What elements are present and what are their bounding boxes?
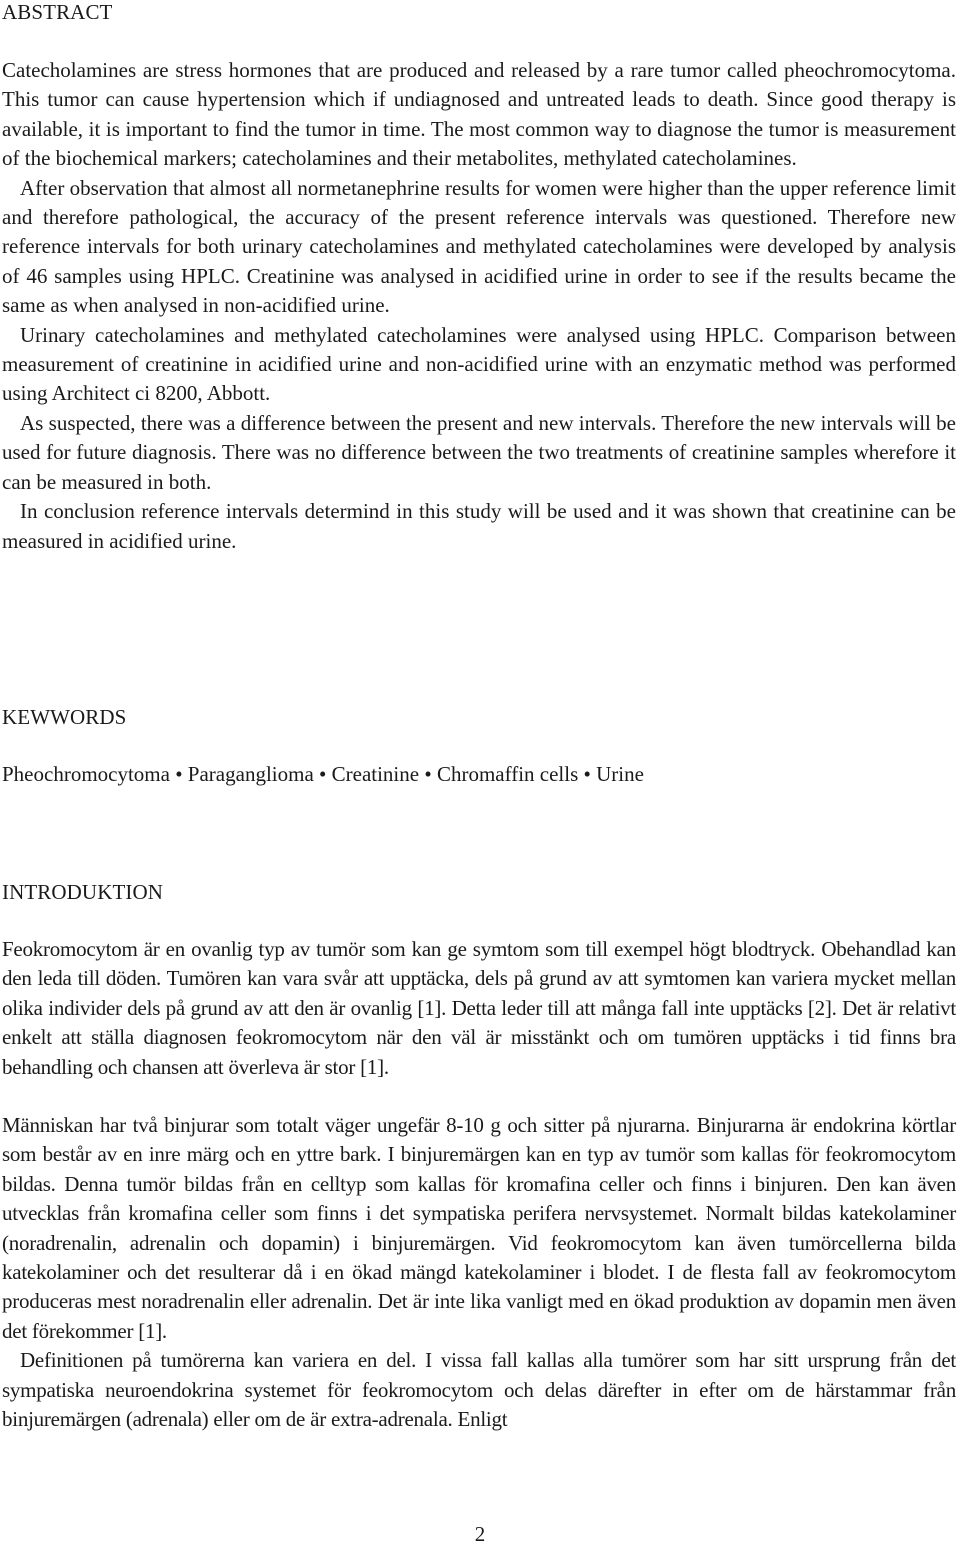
abstract-section — [2, 56, 956, 556]
introduction-heading: INTRODUKTION — [2, 880, 164, 904]
introduction-paragraph: Människan har två binjurar som totalt väger ungefär 8-10 g och sitter på njurarna. Binjurarna är endokrina körtlar som består av en inre märg och en yttre bark. I binjuremärgen kan en typ av tumör som kallas för feokromocytom bildas. Denna tumör bildas från en celltyp som kallas för kromafina celler och finns i binjuren. Den kan även utvecklas från kromafina celler som finns i det sympatiska perifera nervsystemet. Normalt bildas katekolaminer (noradrenalin, adrenalin och dopamin) i binjuremärgen. Vid feokromocytom kan även tumörcellerna bilda katekolaminer och det resulterar då i en ökad mängd katekolaminer i blodet. I de flesta fall av feokromocytom produceras mest noradrenalin eller adrenalin. Det är inte lika vanligt med en ökad produktion av dopamin men även det förekommer [1]. — [2, 1113, 956, 1343]
abstract-paragraph: As suspected, there was a difference between the present and new intervals. Therefore the new intervals will be used for future diagnosis. There was no difference between the two treatments of creatinine samples wherefore it can be measured in both. — [2, 410, 956, 494]
abstract-paragraph: Catecholamines are stress hormones that are produced and released by a rare tumor called pheochromocytoma. This tumor can cause hypertension which if undiagnosed and untreated leads to death. Since good therapy is available, it is important to find the tumor in time. The most common way to diagnose the tumor is measurement of the biochemical markers; catecholamines and their metabolites, methylated catecholamines. — [2, 58, 956, 171]
keywords-list: Pheochromocytoma • Paraganglioma • Creatinine • Chromaffin cells • Urine — [2, 762, 644, 786]
introduction-section — [2, 935, 956, 1435]
introduction-paragraph: Feokromocytom är en ovanlig typ av tumör som kan ge symtom som till exempel högt blodtryck. Obehandlad kan den leda till döden. Tumören kan vara svår att upptäcka, dels på grund av att symtomen kan variera mycket mellan olika individer dels på grund av att den är ovanlig [1]. Detta leder till att många fall inte upptäcks [2]. Det är relativt enkelt att ställa diagnosen feokromocytom när den väl är misstänkt och om tumören upptäcks i tid finns bra behandling och chansen att överleva är stor [1]. — [2, 937, 956, 1079]
abstract-paragraph: After observation that almost all normetanephrine results for women were higher than the upper reference limit and therefore pathological, the accuracy of the present reference intervals was questioned. Therefore new reference intervals for both urinary catecholamines and methylated catecholamines were developed by analysis of 46 samples using HPLC. Creatinine was analysed in acidified urine in order to see if the results became the same as when analysed in non-acidified urine. — [2, 175, 956, 318]
introduction-paragraph: Definitionen på tumörerna kan variera en del. I vissa fall kallas alla tumörer som har sitt ursprung från det sympatiska neuroendokrina systemet för feokromocytom och delas därefter in efter om de härstammar från binjuremärgen (adrenala) eller om de är extra-adrenala. Enligt — [2, 1348, 956, 1432]
keywords-heading: KEWWORDS — [2, 705, 127, 729]
abstract-paragraph: Urinary catecholamines and methylated catecholamines were analysed using HPLC. Comparison between measurement of creatinine in acidified urine and non-acidified urine with an enzymatic method was performed using Architect ci 8200, Abbott. — [2, 322, 956, 406]
page-number: 2 — [474, 1522, 486, 1546]
abstract-paragraph: In conclusion reference intervals determind in this study will be used and it was shown that creatinine can be measured in acidified urine. — [2, 499, 956, 553]
abstract-heading: ABSTRACT — [2, 0, 113, 24]
